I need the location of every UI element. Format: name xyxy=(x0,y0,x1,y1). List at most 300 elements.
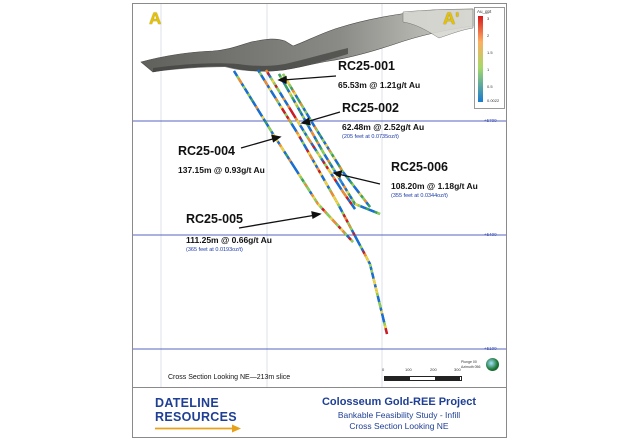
grade-segment xyxy=(319,134,321,137)
grade-segment xyxy=(269,88,271,91)
grade-segment xyxy=(307,187,309,190)
grade-segment xyxy=(355,235,356,238)
cross-section-figure xyxy=(132,3,507,438)
grade-segment xyxy=(332,154,334,157)
grade-segment xyxy=(338,184,340,187)
grade-segment xyxy=(337,201,338,204)
grade-segment xyxy=(311,157,312,160)
grade-segment xyxy=(274,83,276,86)
drill-hole-rc25-006 xyxy=(283,74,370,207)
grade-segment xyxy=(277,88,279,91)
grade-segment xyxy=(366,256,367,259)
grade-segment xyxy=(297,98,299,101)
grade-legend xyxy=(474,7,505,109)
grade-segment xyxy=(259,111,261,114)
hole-interval-rc25-002: 62.48m @ 2.52g/t Au xyxy=(342,122,425,132)
grade-segment xyxy=(289,108,291,111)
grade-segment xyxy=(308,138,310,141)
grade-segment xyxy=(278,142,280,145)
grade-segment xyxy=(286,154,288,157)
grade-segment xyxy=(300,110,301,113)
grade-segment xyxy=(294,167,296,170)
hole-label-rc25-004: RC25-004 xyxy=(178,144,235,158)
grade-segment xyxy=(312,194,314,197)
grade-segment xyxy=(251,99,253,102)
grade-segment xyxy=(359,243,360,246)
grade-segment xyxy=(298,134,299,137)
grade-segment xyxy=(366,208,369,209)
grade-segment xyxy=(294,92,296,95)
drill-hole-rc25-001 xyxy=(279,74,380,214)
grade-segment xyxy=(316,139,317,142)
grade-segment xyxy=(377,293,378,296)
grade-segment xyxy=(322,208,324,210)
grade-segment xyxy=(234,71,236,74)
grade-segment xyxy=(264,119,266,122)
grade-segment xyxy=(271,78,273,81)
grade-segment xyxy=(381,311,382,314)
grade-segment xyxy=(320,147,321,150)
grade-segment xyxy=(303,130,305,133)
grade-segment xyxy=(327,147,329,150)
grade-segment xyxy=(307,113,309,116)
grade-segment xyxy=(302,128,304,131)
company-name-line2: RESOURCES xyxy=(155,410,237,424)
grade-segment xyxy=(355,204,358,205)
grade-segment xyxy=(296,118,298,121)
grade-segment xyxy=(361,195,363,197)
grade-segment xyxy=(337,224,339,226)
grade-segment xyxy=(358,205,361,206)
grade-segment xyxy=(280,106,282,109)
hole-interval-rc25-001: 65.53m @ 1.21g/t Au xyxy=(338,80,421,90)
grade-segment xyxy=(329,149,331,152)
grade-segment xyxy=(343,192,345,194)
grade-segment xyxy=(364,254,365,257)
grade-segment xyxy=(379,299,380,302)
grade-segment xyxy=(333,177,335,180)
grade-segment xyxy=(340,167,342,170)
grade-segment xyxy=(240,81,242,84)
grade-segment xyxy=(288,90,289,93)
grade-segment xyxy=(373,276,374,279)
grade-segment xyxy=(382,314,383,317)
grade-segment xyxy=(283,74,285,77)
grade-segment xyxy=(296,95,298,98)
grade-segment xyxy=(351,227,352,230)
grade-segment xyxy=(352,199,354,202)
grade-segment xyxy=(271,131,273,134)
hole-label-rc25-001: RC25-001 xyxy=(338,59,395,73)
grade-segment xyxy=(348,199,350,201)
plunge-text: Plunge 00 xyxy=(461,360,477,364)
grade-segment xyxy=(297,105,298,108)
grade-segment xyxy=(296,131,298,134)
grade-segment xyxy=(266,70,268,73)
drill-hole-rc25-004-trace xyxy=(234,71,353,242)
grade-segment xyxy=(359,193,361,195)
grade-segment xyxy=(346,220,347,223)
grade-segment xyxy=(268,126,270,129)
grade-segment xyxy=(336,182,338,185)
grade-segment xyxy=(323,178,324,181)
grade-segment xyxy=(291,87,293,90)
grade-segment xyxy=(261,75,263,78)
section-corner-a-prime: A' xyxy=(443,9,460,28)
grade-segment xyxy=(272,93,274,96)
grade-segment xyxy=(331,191,332,194)
grade-segment xyxy=(322,149,323,152)
grade-segment xyxy=(344,214,345,217)
grade-segment xyxy=(346,197,348,199)
azimuth-text: Azimuth 056 xyxy=(461,364,481,369)
grade-segment xyxy=(261,114,263,117)
grade-segment xyxy=(328,160,330,163)
grade-segment xyxy=(326,166,328,169)
grade-segment xyxy=(386,331,387,334)
orientation-globe-icon xyxy=(486,358,499,371)
grade-segment xyxy=(301,139,302,142)
grade-segment xyxy=(362,248,363,251)
grade-segment xyxy=(315,148,317,151)
grade-segment xyxy=(297,172,299,175)
grade-segment xyxy=(298,108,299,111)
hole-conversion-rc25-002: (205 feet at 0.0735oz/t) xyxy=(342,134,399,140)
grade-segment xyxy=(304,108,306,111)
legend-title: Au_gpt xyxy=(477,9,492,14)
grade-segment xyxy=(269,75,271,78)
grade-segment xyxy=(313,124,315,127)
grade-segment xyxy=(299,137,300,140)
grade-segment xyxy=(243,86,245,89)
grade-segment xyxy=(301,113,302,116)
scale-tick: 300 xyxy=(454,367,461,372)
grade-segment xyxy=(330,217,332,219)
grade-segment xyxy=(360,246,361,249)
grade-segment xyxy=(294,100,295,103)
section-caption: Cross Section Looking NE—213m slice xyxy=(168,374,291,381)
grade-segment xyxy=(354,186,356,188)
grade-segment xyxy=(370,264,371,267)
grade-segment xyxy=(293,126,295,129)
scale-tick: 100 xyxy=(405,367,412,372)
grade-segment xyxy=(335,199,336,202)
grade-segment xyxy=(308,189,310,192)
grade-segment xyxy=(330,171,332,174)
grade-segment xyxy=(333,168,335,171)
grade-segment xyxy=(318,153,320,156)
grade-segment xyxy=(320,206,322,208)
grade-segment xyxy=(316,165,317,168)
grade-segment xyxy=(284,152,286,155)
grade-segment xyxy=(325,181,326,184)
grade-segment xyxy=(329,162,331,165)
grade-segment xyxy=(369,210,372,211)
grade-segment xyxy=(246,91,248,94)
grade-segment xyxy=(268,73,270,76)
grade-segment xyxy=(236,74,238,77)
grade-segment xyxy=(291,95,292,98)
grade-segment xyxy=(339,226,341,228)
grade-segment xyxy=(289,92,290,95)
hole-label-rc25-005: RC25-005 xyxy=(186,212,243,226)
grade-segment xyxy=(305,184,307,187)
grade-segment xyxy=(291,162,293,165)
grade-segment xyxy=(302,116,303,119)
grade-segment xyxy=(313,134,314,137)
grade-segment xyxy=(353,207,355,209)
grade-segment xyxy=(305,133,307,136)
grade-segment xyxy=(350,196,352,199)
grade-segment xyxy=(311,121,313,124)
grade-segment xyxy=(341,189,343,192)
project-subtitle: Bankable Feasibility Study - Infill xyxy=(337,410,461,420)
grade-segment xyxy=(347,235,349,237)
grade-segment xyxy=(281,147,283,150)
grade-segment xyxy=(378,296,379,299)
grade-segment xyxy=(372,273,373,276)
hole-label-rc25-006: RC25-006 xyxy=(391,160,448,174)
grade-segment xyxy=(342,212,343,215)
grade-segment xyxy=(313,146,315,149)
grade-segment xyxy=(250,96,252,99)
grade-segment xyxy=(288,119,290,122)
grade-segment xyxy=(313,160,314,163)
grade-segment xyxy=(267,124,269,127)
grade-segment xyxy=(380,305,381,308)
grade-segment xyxy=(342,183,344,186)
grade-segment xyxy=(353,201,355,204)
view-orientation xyxy=(461,360,480,369)
grade-segment xyxy=(320,173,321,176)
grade-segment xyxy=(345,194,347,196)
grade-segment xyxy=(330,152,332,155)
grade-segment xyxy=(316,129,318,132)
grade-segment xyxy=(296,169,298,172)
grade-segment xyxy=(383,319,384,322)
grade-segment xyxy=(282,95,284,98)
grade-segment xyxy=(283,149,285,152)
grade-segment xyxy=(385,325,386,328)
grade-segment xyxy=(331,165,333,168)
grade-segment xyxy=(285,100,287,103)
grade-segment xyxy=(377,213,380,214)
elevation-label-1: +5700 xyxy=(484,118,497,123)
scale-bar xyxy=(384,376,462,381)
grade-segment xyxy=(329,188,330,191)
grade-segment xyxy=(291,110,293,113)
grade-segment xyxy=(263,78,265,81)
legend-tick: 0.0022 xyxy=(487,98,500,103)
grade-segment xyxy=(279,144,281,147)
grade-segment xyxy=(320,156,322,159)
legend-tick: 3 xyxy=(487,16,490,21)
project-subtitle-2: Cross Section Looking NE xyxy=(349,421,449,431)
drill-hole-rc25-004 xyxy=(234,71,353,242)
grade-segment xyxy=(322,139,324,142)
grade-segment xyxy=(318,204,320,206)
grade-segment xyxy=(310,129,311,132)
grade-segment xyxy=(383,317,384,320)
grade-segment xyxy=(328,169,330,172)
grade-segment xyxy=(349,238,351,240)
grade-segment xyxy=(337,162,339,165)
grade-segment xyxy=(310,155,311,158)
grade-segment xyxy=(314,136,315,139)
hole-label-rc25-002: RC25-002 xyxy=(342,101,399,115)
grade-segment xyxy=(348,222,349,225)
grade-segment xyxy=(371,270,372,273)
grade-segment xyxy=(264,80,266,83)
grade-segment xyxy=(310,192,312,195)
grade-segment xyxy=(311,143,313,146)
grade-segment xyxy=(289,85,291,88)
grade-segment xyxy=(253,101,255,104)
legend-tick: 1.5 xyxy=(487,50,493,55)
legend-tick: 1 xyxy=(487,67,490,72)
hole-interval-rc25-004: 137.15m @ 0.93g/t Au xyxy=(178,165,265,175)
grade-segment xyxy=(268,85,270,88)
grade-segment xyxy=(319,170,320,173)
grade-segment xyxy=(286,103,288,106)
grade-segment xyxy=(366,202,368,204)
scale-tick: 200 xyxy=(430,367,437,372)
grade-segment xyxy=(321,137,323,140)
hole-conversion-rc25-005: (365 feet at 0.0193oz/t) xyxy=(186,247,243,253)
grade-segment xyxy=(348,179,350,181)
grade-segment xyxy=(356,238,357,241)
grade-segment xyxy=(335,179,337,182)
grade-segment xyxy=(256,106,258,109)
grade-segment xyxy=(307,150,308,153)
project-title: Colosseum Gold-REE Project xyxy=(321,396,477,408)
grade-segment xyxy=(357,241,358,244)
grade-segment xyxy=(326,157,328,160)
grade-segment xyxy=(280,93,282,96)
grade-segment xyxy=(363,207,366,208)
grade-segment xyxy=(260,73,262,76)
grade-segment xyxy=(352,230,353,233)
grade-segment xyxy=(286,87,287,90)
section-view xyxy=(133,4,506,387)
grade-segment xyxy=(349,194,351,197)
grade-segment xyxy=(239,79,241,82)
grade-segment xyxy=(300,177,302,180)
grade-segment xyxy=(328,215,330,217)
drill-hole-rc25-001-trace xyxy=(279,74,380,214)
grade-segment xyxy=(339,178,341,181)
grade-segment xyxy=(277,101,279,104)
grade-segment xyxy=(316,151,318,154)
grade-segment xyxy=(274,96,276,99)
grade-segment xyxy=(248,94,250,97)
grade-segment xyxy=(292,97,293,100)
grade-segment xyxy=(372,211,375,212)
grade-segment xyxy=(350,202,352,204)
grade-segment xyxy=(384,322,385,325)
grade-segment xyxy=(292,90,294,93)
grade-segment xyxy=(386,328,387,331)
grade-segment xyxy=(284,111,286,114)
grade-segment xyxy=(292,164,294,167)
grade-segment xyxy=(295,129,297,132)
grade-segment xyxy=(349,225,350,228)
grade-segment xyxy=(311,131,312,134)
grade-segment xyxy=(371,267,372,270)
grade-segment xyxy=(262,116,264,119)
grade-segment xyxy=(339,207,340,210)
grade-segment xyxy=(341,209,342,212)
grade-segment xyxy=(363,198,365,200)
grade-segment xyxy=(275,85,277,88)
grade-segment xyxy=(287,157,289,160)
grade-segment xyxy=(343,231,345,233)
grade-segment xyxy=(374,282,375,285)
grade-segment xyxy=(245,89,247,92)
grade-segment xyxy=(266,83,268,86)
grade-segment xyxy=(334,222,336,224)
grade-segment xyxy=(334,157,336,160)
grade-segment xyxy=(300,103,302,106)
grade-segment xyxy=(343,172,345,174)
grade-segment xyxy=(338,204,339,207)
grade-segment xyxy=(313,197,315,200)
grade-segment xyxy=(254,104,256,107)
grade-segment xyxy=(289,159,291,162)
legend-color-ramp xyxy=(478,16,483,102)
grade-segment xyxy=(352,204,354,206)
grade-segment xyxy=(376,290,377,293)
grade-segment xyxy=(278,90,280,93)
grade-segment xyxy=(290,121,292,124)
grade-segment xyxy=(272,80,274,83)
grade-segment xyxy=(299,100,301,103)
grade-segment xyxy=(242,84,244,87)
elevation-label-3: +5100 xyxy=(484,346,497,351)
grade-segment xyxy=(381,308,382,311)
grade-segment xyxy=(288,105,290,108)
grade-segment xyxy=(345,233,347,235)
grade-segment xyxy=(379,302,380,305)
grade-segment xyxy=(299,174,301,177)
grade-segment xyxy=(326,183,327,186)
grade-segment xyxy=(356,188,358,190)
grade-segment xyxy=(347,191,349,194)
grade-segment xyxy=(305,147,306,150)
grade-segment xyxy=(332,220,334,222)
grade-segment xyxy=(361,206,364,207)
grade-segment xyxy=(324,142,326,145)
grade-segment xyxy=(279,103,281,106)
grade-segment xyxy=(295,103,296,106)
grade-segment xyxy=(324,211,326,213)
grade-segment xyxy=(338,164,340,167)
grade-segment xyxy=(288,82,290,85)
grade-segment xyxy=(285,114,287,117)
grade-segment xyxy=(304,182,306,185)
grade-segment xyxy=(369,261,370,264)
grade-segment xyxy=(365,200,367,202)
grade-segment xyxy=(315,127,317,130)
grade-segment xyxy=(317,142,318,145)
grade-segment xyxy=(323,161,325,164)
grade-segment xyxy=(375,284,376,287)
grade-segment xyxy=(297,120,299,123)
grade-segment xyxy=(299,123,301,126)
company-name-line1: DATELINE xyxy=(155,396,219,410)
grade-segment xyxy=(282,108,284,111)
grade-segment xyxy=(367,259,368,262)
